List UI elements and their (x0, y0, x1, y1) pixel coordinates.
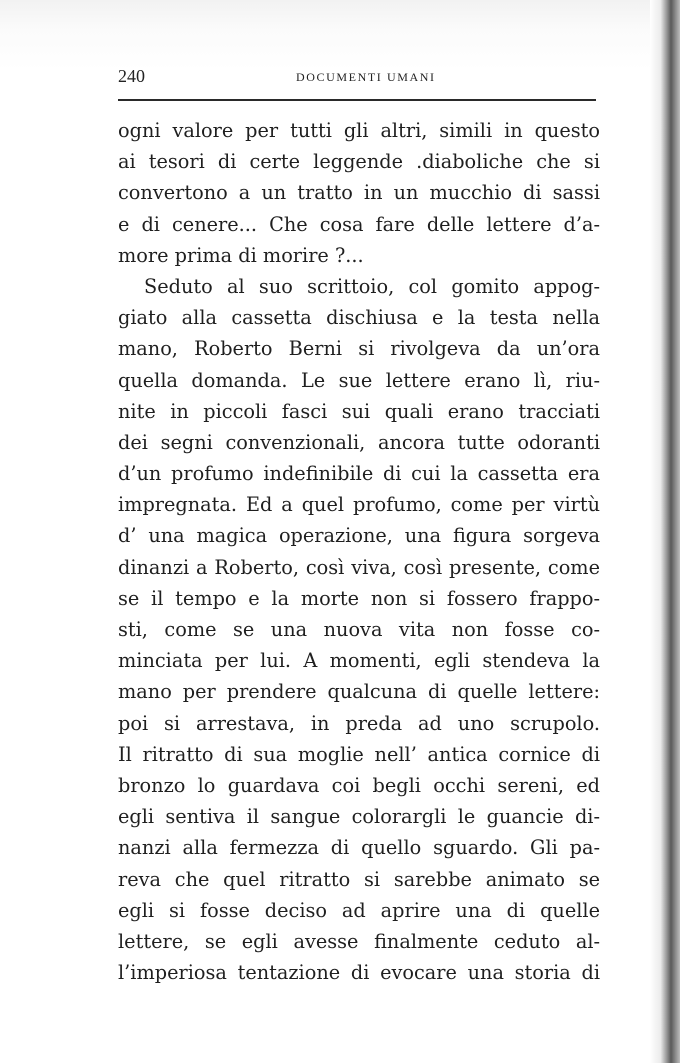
text-line: lettere, se egli avesse finalmente ceduto al- (118, 929, 600, 953)
text-line: Il ritratto di sua moglie nell’ antica cornice di (118, 742, 600, 766)
header-rule (118, 99, 596, 101)
text-line: egli sentiva il sangue colorargli le guancie di- (118, 805, 600, 829)
paragraph-start-line: Seduto al suo scrittoio, col gomito appog- (144, 274, 600, 298)
text-line: d’ una magica operazione, una figura sorgeva (118, 524, 600, 548)
text-line: convertono a un tratto in un mucchio di sassi (118, 181, 600, 205)
text-line: nite in piccoli fasci sui quali erano tracciati (118, 399, 600, 423)
text-line: ai tesori di certe leggende .diaboliche che si (118, 150, 600, 174)
text-line: se il tempo e la morte non si fossero frappo- (118, 586, 600, 610)
text-line: e di cenere... Che cosa fare delle lettere d’a- (118, 212, 600, 236)
text-line: nanzi alla fermezza di quello sguardo. Gli pa- (118, 836, 600, 860)
text-line: dei segni convenzionali, ancora tutte odoranti (118, 430, 600, 454)
page-edge-shadow (650, 0, 680, 1063)
text-line: bronzo lo guardava coi begli occhi sereni, ed (118, 773, 600, 797)
page-number: 240 (118, 66, 145, 86)
text-line: quella domanda. Le sue lettere erano lì, riu- (118, 368, 600, 392)
text-line: d’un profumo indefinibile di cui la cassetta era (118, 462, 600, 486)
text-line: dinanzi a Roberto, così viva, così presente, come (118, 555, 600, 579)
text-line: ogni valore per tutti gli altri, simili in questo (118, 119, 600, 142)
body-text (118, 115, 600, 988)
text-line: egli si fosse deciso ad aprire una di quelle (118, 898, 600, 922)
text-line: more prima di morire ?... (118, 243, 364, 267)
text-line: giato alla cassetta dischiusa e la testa nella (118, 306, 600, 330)
text-line: l’imperiosa tentazione di evocare una storia di (118, 961, 600, 985)
text-line: minciata per lui. A momenti, egli stendeva la (118, 649, 600, 673)
text-line: mano per prendere qualcuna di quelle lettere: (118, 680, 600, 704)
text-line: impregnata. Ed a quel profumo, come per virtù (118, 493, 600, 517)
running-head: DOCUMENTI UMANI (296, 70, 436, 84)
text-line: sti, come se una nuova vita non fosse co- (118, 618, 600, 641)
page-header (118, 66, 596, 96)
text-line: mano, Roberto Berni si rivolgeva da un’ora (118, 337, 600, 361)
text-line: reva che quel ritratto si sarebbe animato se (118, 867, 600, 891)
text-line: poi si arrestava, in preda ad uno scrupolo. (118, 711, 600, 735)
